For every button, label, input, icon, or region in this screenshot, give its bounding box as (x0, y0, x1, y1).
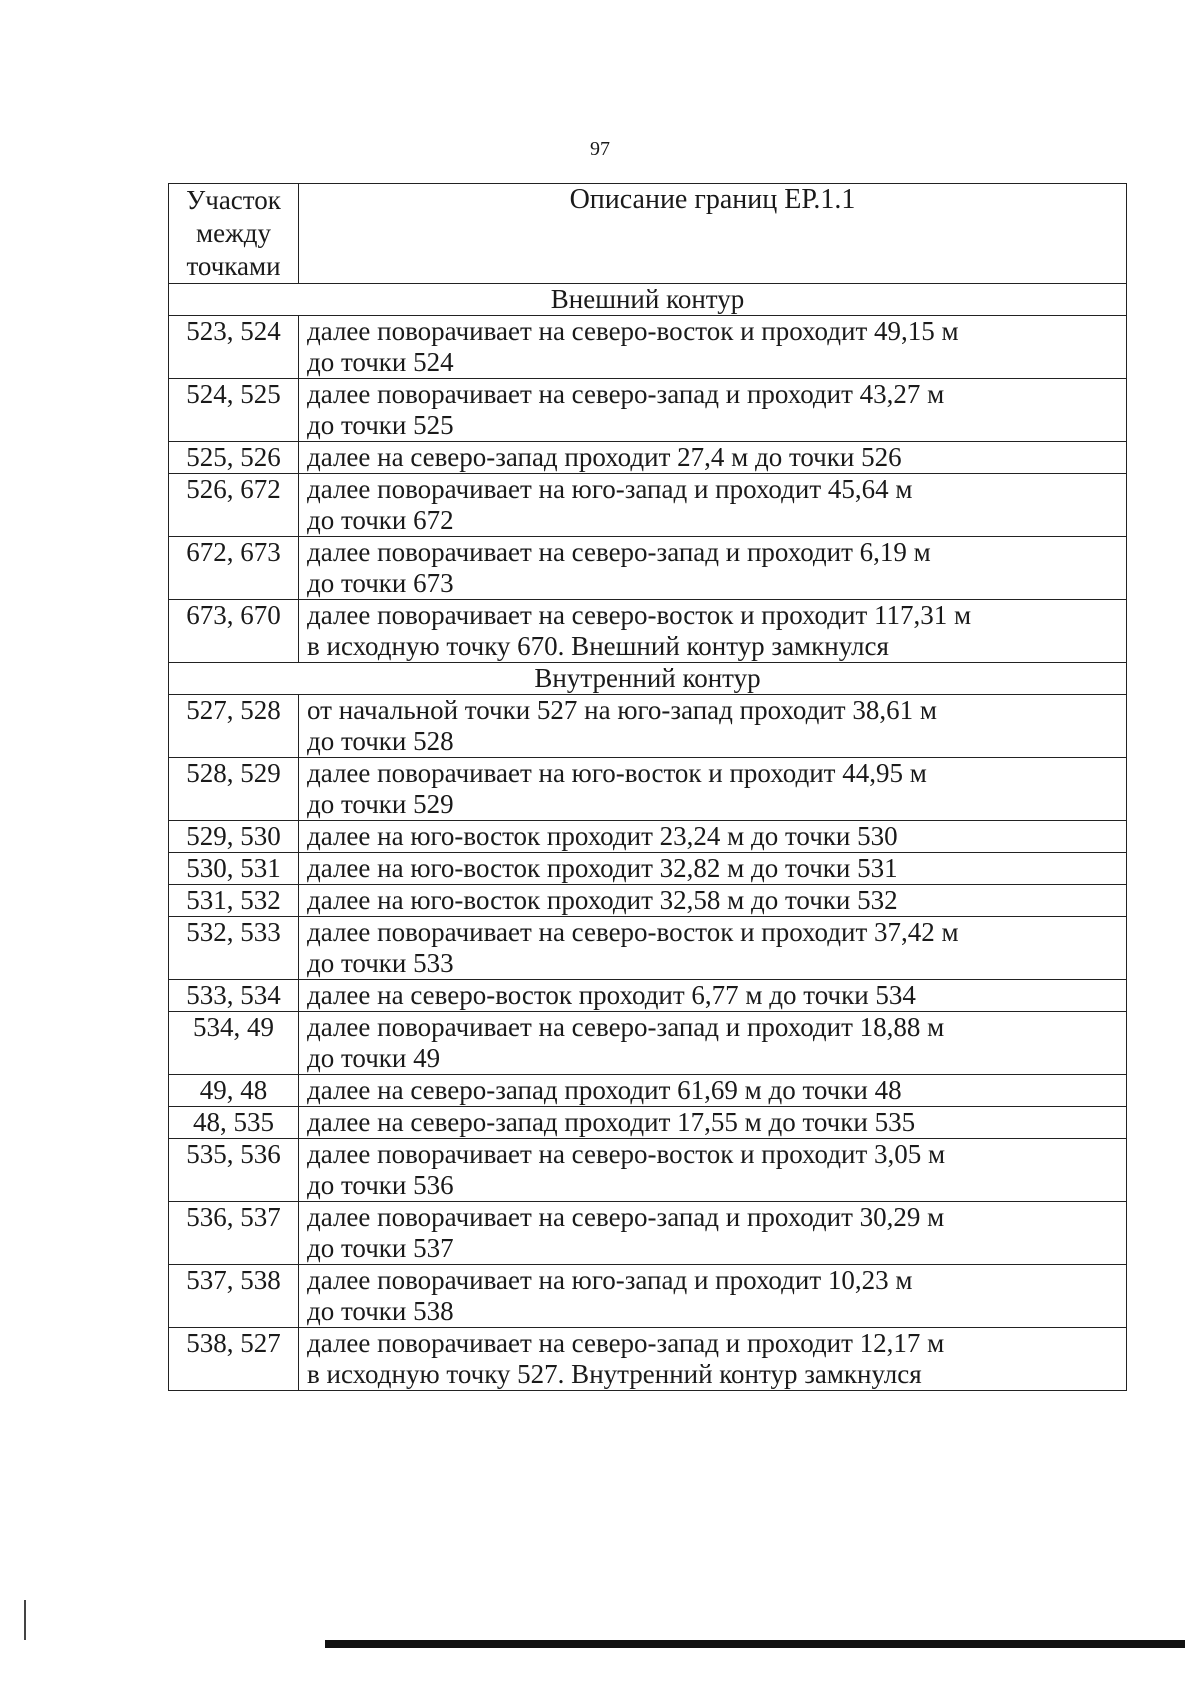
section-title: Внутренний контур (169, 663, 1127, 695)
table-row (169, 442, 1127, 474)
segment-cell: 534, 49 (169, 1012, 299, 1075)
segment-cell: 673, 670 (169, 600, 299, 663)
description-line: далее на юго-восток проходит 32,82 м до точки 531 (307, 853, 898, 883)
segment-cell: 535, 536 (169, 1139, 299, 1202)
segment-header-line: Участок (186, 185, 281, 215)
description-cell (299, 1265, 1127, 1328)
segment-cell: 529, 530 (169, 821, 299, 853)
boundary-description-table (168, 183, 1127, 1391)
segment-cell: 524, 525 (169, 379, 299, 442)
description-line: от начальной точки 527 на юго-запад проходит 38,61 м (307, 695, 937, 725)
description-line: до точки 529 (307, 789, 454, 819)
description-line: до точки 528 (307, 726, 454, 756)
description-cell (299, 853, 1127, 885)
description-line: далее поворачивает на юго-запад и проходит 10,23 м (307, 1265, 913, 1295)
table-row (169, 1202, 1127, 1265)
description-cell (299, 917, 1127, 980)
description-line: далее поворачивает на северо-восток и проходит 49,15 м (307, 316, 959, 346)
table-row (169, 1075, 1127, 1107)
description-line: до точки 525 (307, 410, 454, 440)
section-header-row (169, 284, 1127, 316)
description-line: далее поворачивает на северо-запад и проходит 6,19 м (307, 537, 931, 567)
segment-cell: 532, 533 (169, 917, 299, 980)
segment-header-line: точками (186, 251, 281, 281)
description-cell (299, 537, 1127, 600)
table-header-row (169, 184, 1127, 284)
table-row (169, 537, 1127, 600)
description-line: далее на северо-запад проходит 27,4 м до точки 526 (307, 442, 902, 472)
description-line: далее поворачивает на юго-восток и проходит 44,95 м (307, 758, 927, 788)
description-cell (299, 1107, 1127, 1139)
description-line: в исходную точку 670. Внешний контур замкнулся (307, 631, 889, 661)
description-cell (299, 442, 1127, 474)
table-body (169, 284, 1127, 1391)
description-line: далее поворачивает на северо-восток и проходит 117,31 м (307, 600, 972, 630)
segment-cell: 536, 537 (169, 1202, 299, 1265)
segment-cell: 525, 526 (169, 442, 299, 474)
description-cell (299, 379, 1127, 442)
description-line: далее поворачивает на северо-восток и проходит 37,42 м (307, 917, 959, 947)
table-row (169, 474, 1127, 537)
description-cell (299, 695, 1127, 758)
segment-cell: 526, 672 (169, 474, 299, 537)
scan-margin-mark (24, 1600, 26, 1640)
segment-cell: 531, 532 (169, 885, 299, 917)
description-line: до точки 536 (307, 1170, 454, 1200)
table-row (169, 1107, 1127, 1139)
segment-cell: 533, 534 (169, 980, 299, 1012)
table-row (169, 758, 1127, 821)
description-cell (299, 980, 1127, 1012)
description-line: далее на северо-запад проходит 17,55 м до точки 535 (307, 1107, 916, 1137)
description-line: далее поворачивает на северо-запад и проходит 18,88 м (307, 1012, 945, 1042)
description-cell (299, 316, 1127, 379)
table-row (169, 980, 1127, 1012)
description-line: далее поворачивает на юго-запад и проходит 45,64 м (307, 474, 913, 504)
description-column-header: Описание границ ЕР.1.1 (299, 184, 1127, 284)
description-cell (299, 821, 1127, 853)
segment-column-header (169, 184, 299, 284)
description-line: до точки 672 (307, 505, 454, 535)
table-row (169, 885, 1127, 917)
segment-cell: 49, 48 (169, 1075, 299, 1107)
table-row (169, 853, 1127, 885)
page-number: 97 (590, 138, 610, 160)
description-cell (299, 885, 1127, 917)
description-line: в исходную точку 527. Внутренний контур замкнулся (307, 1359, 922, 1389)
description-cell (299, 600, 1127, 663)
description-line: далее поворачивает на северо-восток и проходит 3,05 м (307, 1139, 946, 1169)
table-row (169, 600, 1127, 663)
table-row (169, 379, 1127, 442)
segment-cell: 527, 528 (169, 695, 299, 758)
table-row (169, 316, 1127, 379)
description-cell (299, 758, 1127, 821)
description-cell (299, 1139, 1127, 1202)
segment-cell: 48, 535 (169, 1107, 299, 1139)
segment-cell: 523, 524 (169, 316, 299, 379)
segment-cell: 538, 527 (169, 1328, 299, 1391)
description-line: далее поворачивает на северо-запад и проходит 43,27 м (307, 379, 945, 409)
description-line: далее на северо-восток проходит 6,77 м до точки 534 (307, 980, 916, 1010)
description-line: до точки 524 (307, 347, 454, 377)
table-row (169, 1328, 1127, 1391)
description-line: до точки 533 (307, 948, 454, 978)
segment-header-line: между (196, 218, 271, 248)
table-row (169, 821, 1127, 853)
description-cell (299, 1328, 1127, 1391)
table-row (169, 917, 1127, 980)
section-title: Внешний контур (169, 284, 1127, 316)
segment-cell: 537, 538 (169, 1265, 299, 1328)
description-cell (299, 474, 1127, 537)
segment-cell: 530, 531 (169, 853, 299, 885)
segment-cell: 528, 529 (169, 758, 299, 821)
table-row (169, 1139, 1127, 1202)
description-line: до точки 49 (307, 1043, 441, 1073)
description-line: до точки 537 (307, 1233, 454, 1263)
description-line: до точки 673 (307, 568, 454, 598)
description-line: далее поворачивает на северо-запад и проходит 30,29 м (307, 1202, 945, 1232)
segment-cell: 672, 673 (169, 537, 299, 600)
table-row (169, 1265, 1127, 1328)
description-line: далее на юго-восток проходит 23,24 м до точки 530 (307, 821, 898, 851)
description-cell (299, 1202, 1127, 1265)
table-row (169, 1012, 1127, 1075)
description-line: до точки 538 (307, 1296, 454, 1326)
description-line: далее на северо-запад проходит 61,69 м до точки 48 (307, 1075, 902, 1105)
description-cell (299, 1012, 1127, 1075)
description-line: далее поворачивает на северо-запад и проходит 12,17 м (307, 1328, 945, 1358)
description-cell (299, 1075, 1127, 1107)
table-row (169, 695, 1127, 758)
footer-rule (325, 1640, 1185, 1648)
description-line: далее на юго-восток проходит 32,58 м до точки 532 (307, 885, 898, 915)
section-header-row (169, 663, 1127, 695)
